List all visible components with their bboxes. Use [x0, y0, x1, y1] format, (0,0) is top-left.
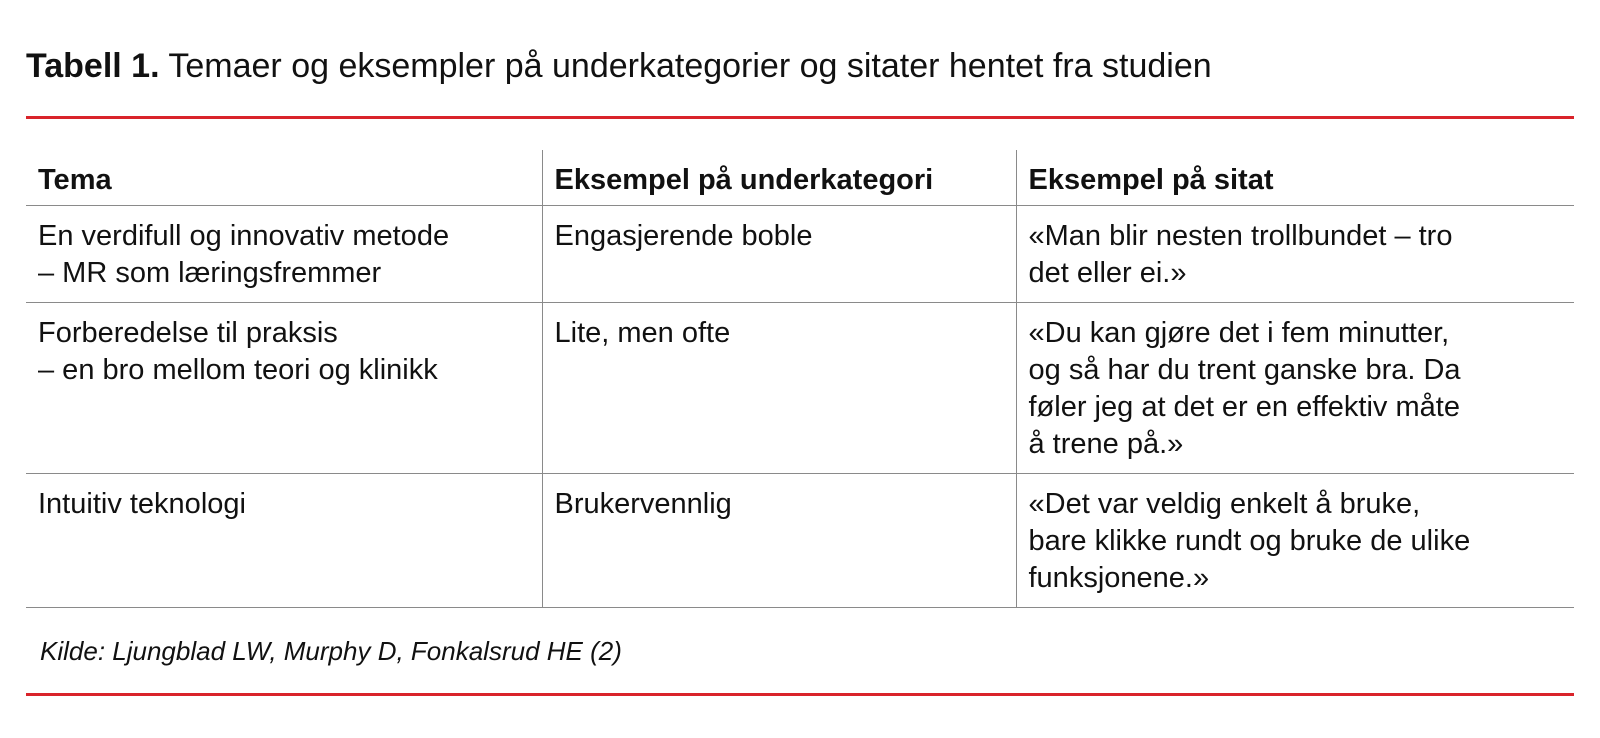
table-row	[26, 302, 1574, 473]
top-divider	[26, 116, 1574, 119]
cell-line: «Det var veldig enkelt å bruke,	[1028, 487, 1421, 520]
cell-sitat	[1016, 473, 1574, 607]
cell-sitat	[1016, 302, 1574, 473]
header-row	[26, 150, 1574, 205]
header-underkategori: Eksempel på underkategori	[542, 150, 1016, 205]
cell-underkategori: Engasjerende boble	[542, 205, 1016, 302]
cell-sitat	[1016, 205, 1574, 302]
cell-line: En verdifull og innovativ metode	[38, 219, 450, 252]
cell-line: og så har du trent ganske bra. Da	[1028, 353, 1461, 386]
cell-line: «Du kan gjøre det i fem minutter,	[1028, 316, 1450, 349]
cell-line: å trene på.»	[1028, 427, 1184, 460]
cell-tema	[26, 302, 542, 473]
table-row	[26, 205, 1574, 302]
table-row	[26, 473, 1574, 607]
cell-line: føler jeg at det er en effektiv måte	[1028, 390, 1460, 423]
cell-line: Intuitiv teknologi	[38, 487, 246, 520]
table-title	[26, 44, 1212, 88]
header-tema: Tema	[26, 150, 542, 205]
cell-tema	[26, 205, 542, 302]
cell-line: funksjonene.»	[1028, 561, 1210, 594]
header-sitat: Eksempel på sitat	[1016, 150, 1574, 205]
themes-table	[26, 150, 1574, 608]
table-number-label: Tabell 1.	[26, 47, 160, 85]
cell-line: Forberedelse til praksis	[38, 316, 338, 349]
source-citation: Kilde: Ljungblad LW, Murphy D, Fonkalsrud HE (2)	[40, 636, 622, 666]
cell-line: bare klikke rundt og bruke de ulike	[1028, 524, 1471, 557]
cell-line: det eller ei.»	[1028, 256, 1187, 289]
cell-tema	[26, 473, 542, 607]
cell-line: – en bro mellom teori og klinikk	[38, 353, 438, 386]
cell-line: – MR som læringsfremmer	[38, 256, 382, 289]
cell-underkategori: Lite, men ofte	[542, 302, 1016, 473]
table-caption: Temaer og eksempler på underkategorier og sitater hentet fra studien	[168, 47, 1212, 85]
bottom-divider	[26, 693, 1574, 696]
cell-line: «Man blir nesten trollbundet – tro	[1028, 219, 1453, 252]
cell-underkategori: Brukervennlig	[542, 473, 1016, 607]
